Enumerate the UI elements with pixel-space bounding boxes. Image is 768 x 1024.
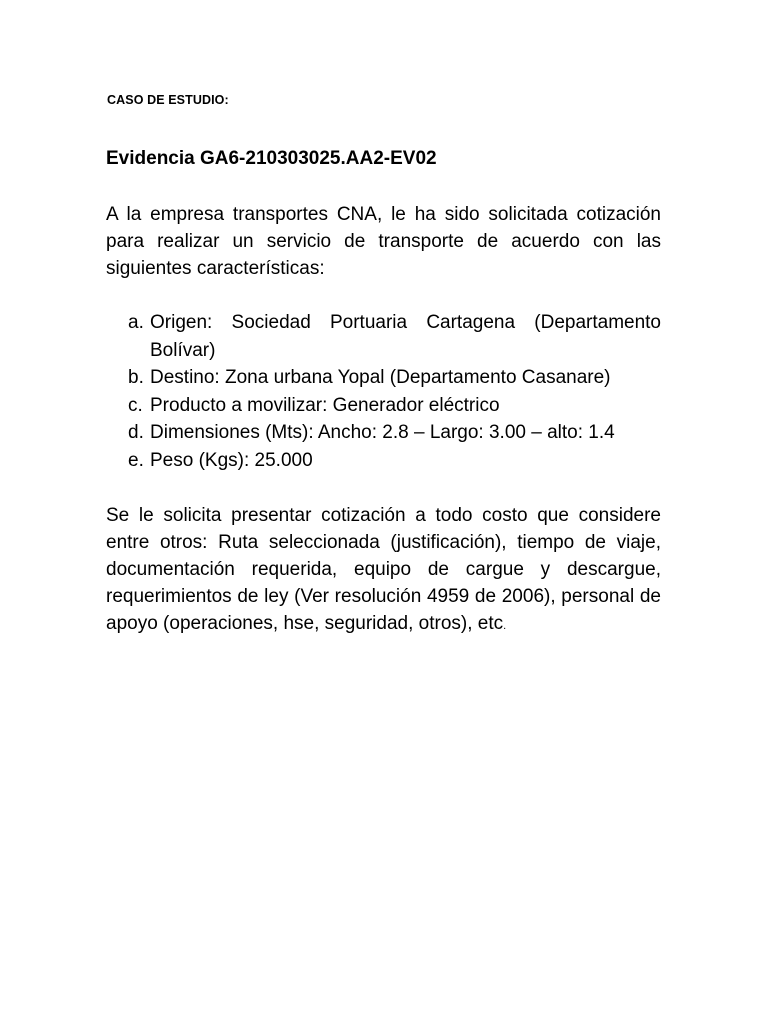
- list-item-text: Peso (Kgs): 25.000: [150, 449, 313, 471]
- closing-paragraph: [106, 502, 661, 640]
- intro-paragraph: A la empresa transportes CNA, le ha sido solicitada cotización para realizar un servicio de transporte de acuerdo con las siguientes características:: [106, 204, 661, 279]
- closing-end-mark: .: [503, 620, 507, 632]
- list-item: [128, 419, 661, 447]
- list-item-text: Producto a movilizar: Generador eléctrico: [150, 394, 500, 416]
- list-marker: c.: [128, 394, 143, 416]
- list-item-text: Dimensiones (Mts): Ancho: 2.8 – Largo: 3.00 – alto: 1.4: [150, 422, 615, 443]
- list-item-text: Destino: Zona urbana Yopal (Departamento Casanare): [150, 367, 611, 388]
- list-marker: b.: [128, 367, 144, 388]
- list-marker: d.: [128, 422, 144, 443]
- list-item: [128, 392, 661, 420]
- characteristics-list: [128, 309, 661, 474]
- list-marker: a.: [128, 312, 144, 333]
- list-item: [128, 309, 661, 364]
- case-study-label: CASO DE ESTUDIO:: [107, 93, 229, 107]
- closing-text: Se le solicita presentar cotización a todo costo que considere entre otros: Ruta seleccionada (justificación), tiempo de viaje, documentación requerida, equipo de cargue y descargue, requerimientos de ley (Ver resolución 4959 de 2006), personal de apoyo (operaciones, hse, seguridad, otros), etc: [106, 505, 661, 634]
- list-marker: e.: [128, 449, 144, 471]
- list-item-text: Origen: Sociedad Portuaria Cartagena (Departamento Bolívar): [150, 312, 661, 361]
- list-item: [128, 447, 661, 475]
- evidence-title: Evidencia GA6-210303025.AA2-EV02: [106, 148, 437, 169]
- list-item: [128, 364, 661, 392]
